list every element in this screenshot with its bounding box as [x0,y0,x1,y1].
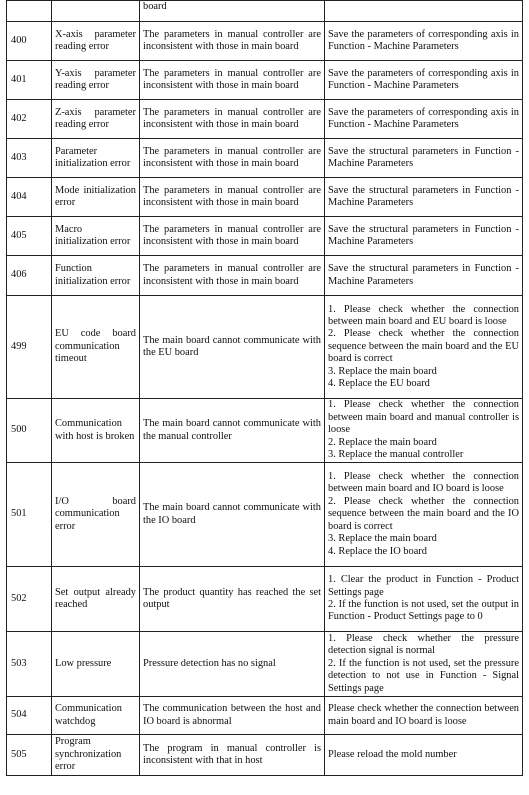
solution-line: Save the structural parameters in Function - Machine Parameters [328,145,519,169]
error-code-cell: 505 [7,735,52,776]
table-row [7,178,523,217]
error-cause-cell: The main board cannot communicate with the IO board [140,463,325,567]
error-code-cell: 502 [7,567,52,632]
table-row [7,399,523,463]
error-name-cell: Set output already reached [52,567,140,632]
error-cause-cell: The parameters in manual controller are inconsistent with those in main board [140,22,325,61]
error-name-cell: Y-axis parameter reading error [52,61,140,100]
solution-line: 4. Replace the EU board [328,378,430,390]
error-solution-cell [325,632,523,697]
table-row [7,100,523,139]
error-cause-cell: board [140,1,325,22]
error-solution-cell [325,463,523,567]
solution-line: 2. Please check whether the connection sequence between the main board and the IO board is correct [328,495,519,532]
error-name-cell: Mode initialization error [52,178,140,217]
error-solution-cell [325,697,523,735]
table-row [7,735,523,776]
error-cause-cell: The communication between the host and IO board is abnormal [140,697,325,735]
error-name-cell: Communication with host is broken [52,399,140,463]
error-name-cell: Parameter initialization error [52,139,140,178]
error-solution-cell [325,139,523,178]
solution-line: Save the parameters of corresponding axis in Function - Machine Parameters [328,28,519,52]
error-solution-cell [325,217,523,256]
error-name-cell: Program synchronization error [52,735,140,776]
error-name-cell: I/O board communication error [52,463,140,567]
solution-line: 2. Replace the main board [328,436,437,448]
table-row [7,296,523,399]
error-cause-cell: The parameters in manual controller are inconsistent with those in main board [140,139,325,178]
error-name-cell: Function initialization error [52,256,140,296]
solution-line: 1. Please check whether the pressure detection signal is normal [328,632,519,657]
error-code-cell: 404 [7,178,52,217]
error-cause-cell: The main board cannot communicate with the manual controller [140,399,325,463]
table-row [7,217,523,256]
error-code-cell: 405 [7,217,52,256]
error-cause-cell: The parameters in manual controller are inconsistent with those in main board [140,217,325,256]
table-row [7,256,523,296]
solution-line: 3. Replace the manual controller [328,449,464,461]
table-row [7,139,523,178]
table-row [7,697,523,735]
error-code-cell: 504 [7,697,52,735]
solution-line: Save the parameters of corresponding axis in Function - Machine Parameters [328,67,519,91]
error-code-cell: 406 [7,256,52,296]
error-code-cell: 403 [7,139,52,178]
table-row [7,1,523,22]
solution-line: Please check whether the connection between main board and IO board is loose [328,703,519,727]
error-name-cell: Z-axis parameter reading error [52,100,140,139]
error-name-cell: Communication watchdog [52,697,140,735]
error-solution-cell [325,22,523,61]
error-code-table [6,0,523,776]
error-solution-cell [325,567,523,632]
error-name-cell [52,1,140,22]
error-code-cell: 503 [7,632,52,697]
error-cause-cell: The parameters in manual controller are inconsistent with those in main board [140,178,325,217]
error-solution-cell [325,61,523,100]
error-name-cell: Low pressure [52,632,140,697]
solution-line: 3. Replace the main board [328,533,437,545]
error-code-cell [7,1,52,22]
error-code-cell: 402 [7,100,52,139]
error-code-cell: 499 [7,296,52,399]
error-solution-cell [325,735,523,776]
error-name-cell: Macro initialization error [52,217,140,256]
error-cause-cell: The parameters in manual controller are inconsistent with those in main board [140,256,325,296]
solution-line: 1. Clear the product in Function - Product Settings page [328,574,519,598]
error-cause-cell: The main board cannot communicate with the EU board [140,296,325,399]
error-cause-cell: The parameters in manual controller are inconsistent with those in main board [140,61,325,100]
error-cause-cell: The product quantity has reached the set output [140,567,325,632]
solution-line: 1. Please check whether the connection between main board and IO board is loose [328,471,519,495]
table-row [7,567,523,632]
solution-line: Please reload the mold number [328,748,457,760]
solution-line: Save the structural parameters in Function - Machine Parameters [328,263,519,287]
solution-line: 2. If the function is not used, set the pressure detection to not use in Function - Signal Settings page [328,657,519,694]
error-code-table-body [7,1,523,776]
error-solution-cell [325,178,523,217]
error-code-cell: 500 [7,399,52,463]
error-code-cell: 400 [7,22,52,61]
table-row [7,463,523,567]
table-row [7,61,523,100]
solution-line: 1. Please check whether the connection between main board and manual controller is loose [328,399,519,436]
error-name-cell: X-axis parameter reading error [52,22,140,61]
error-cause-cell: Pressure detection has no signal [140,632,325,697]
error-solution-cell [325,256,523,296]
error-solution-cell [325,399,523,463]
solution-line: Save the structural parameters in Function - Machine Parameters [328,223,519,247]
error-solution-cell [325,296,523,399]
solution-line: 2. If the function is not used, set the output in Function - Product Settings page to 0 [328,599,519,623]
solution-line: Save the structural parameters in Function - Machine Parameters [328,184,519,208]
error-solution-cell [325,1,523,22]
error-code-cell: 501 [7,463,52,567]
solution-line: Save the parameters of corresponding axis in Function - Machine Parameters [328,106,519,130]
error-solution-cell [325,100,523,139]
solution-line: 2. Please check whether the connection sequence between the main board and the EU board is correct [328,328,519,365]
solution-line: 4. Replace the IO board [328,545,427,557]
solution-line: 3. Replace the main board [328,365,437,377]
solution-line: 1. Please check whether the connection between main board and EU board is loose [328,303,519,327]
table-row [7,632,523,697]
error-code-cell: 401 [7,61,52,100]
error-cause-cell: The parameters in manual controller are inconsistent with those in main board [140,100,325,139]
error-cause-cell: The program in manual controller is inconsistent with that in host [140,735,325,776]
table-row [7,22,523,61]
error-name-cell: EU code board communication timeout [52,296,140,399]
